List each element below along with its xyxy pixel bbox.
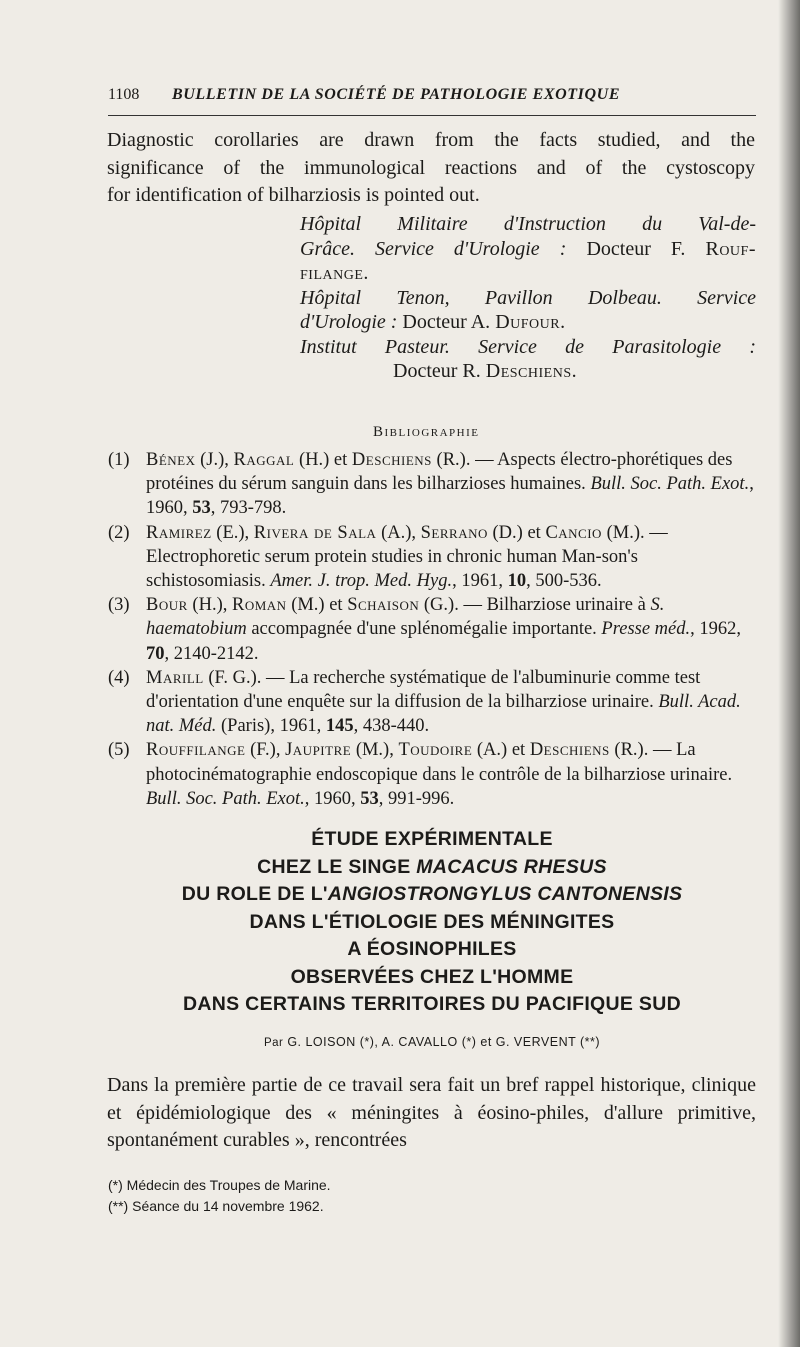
reference-pages: , 500-536.	[526, 571, 602, 592]
reference-text: (F.),	[245, 740, 286, 761]
affiliation-line	[300, 310, 756, 335]
affiliation-line: filange.	[300, 262, 369, 284]
reference-journal: Amer. J. trop. Med. Hyg.	[270, 571, 453, 592]
reference-year: , 1960,	[146, 474, 754, 519]
reference-text: (G.). — Bilharziose urinaire à	[419, 595, 651, 616]
footnote	[108, 1196, 756, 1217]
reference-author: Serrano	[420, 522, 488, 543]
reference-volume: 53	[360, 788, 379, 809]
affiliation-tenon	[300, 286, 756, 335]
reference-text: (M.) et	[286, 595, 348, 616]
reference-author: Ramirez	[146, 522, 212, 543]
article-body-paragraph: Dans la première partie de ce travail sera fait un bref rappel historique, clinique et épidémiologique des « méningites à éosino-philes, d'allure primitive, spontanément curables », rencontrées	[107, 1074, 756, 1151]
title-line: ÉTUDE EXPÉRIMENTALE	[311, 828, 553, 850]
reference-number: (1)	[108, 450, 130, 470]
title-line: OBSERVÉES CHEZ L'HOMME	[290, 965, 574, 988]
affiliation-line: Hôpital Militaire d'Instruction du Val-de-	[300, 213, 756, 235]
reference-4	[108, 666, 756, 739]
affiliation-doctor: Docteur R.	[393, 360, 486, 382]
reference-author: Bour	[146, 595, 188, 616]
reference-journal: Bull. Acad. nat. Méd.	[146, 692, 741, 737]
reference-number: (5)	[108, 740, 130, 761]
affiliation-line: Institut Pasteur. Service de Parasitologie :	[300, 335, 756, 358]
abstract-line: significance of the immunological reactions and of the cystoscopy	[107, 156, 755, 179]
reference-journal: Presse méd.	[601, 619, 691, 640]
abstract-line: Diagnostic corollaries are drawn from the facts studied, and the	[107, 129, 755, 151]
abstract-summary	[107, 127, 755, 210]
article-authors	[106, 1035, 758, 1049]
footnote-text: Médecin des Troupes de Marine.	[122, 1177, 331, 1193]
footnotes	[108, 1175, 756, 1217]
header-rule	[108, 115, 756, 116]
reference-author: Rivera de Sala	[253, 522, 377, 543]
affiliation-pasteur	[300, 335, 756, 384]
affiliation-service: d'Urologie :	[300, 311, 398, 333]
reference-text: (F. G.). — La recherche systématique de l'albuminurie comme test d'orientation d'une enquête sur la diffusion de la bilharziose urinaire.	[146, 667, 701, 713]
reference-5	[108, 738, 756, 811]
reference-volume: 70	[146, 643, 165, 664]
reference-author: Roman	[231, 595, 287, 616]
title-line: DANS L'ÉTIOLOGIE DES MÉNINGITES	[249, 910, 615, 933]
title-text: DU ROLE DE L'	[181, 883, 328, 905]
running-head	[108, 86, 758, 108]
affiliation-line: Hôpital Tenon, Pavillon Dolbeau. Service	[300, 286, 756, 309]
reference-3	[108, 593, 756, 666]
reference-2	[108, 521, 756, 594]
authors-prefix: Par	[263, 1037, 284, 1049]
reference-number: (2)	[108, 522, 130, 543]
reference-text: (H.),	[187, 595, 232, 616]
reference-number: (3)	[108, 595, 130, 616]
abstract-line: for identification of bilharziosis is pointed out.	[107, 184, 480, 206]
footnote-mark: (*)	[108, 1177, 123, 1193]
reference-volume: 10	[507, 571, 527, 592]
reference-text: accompagnée d'une splénomégalie importante.	[246, 619, 602, 640]
reference-pages: , 793-798.	[210, 498, 287, 519]
reference-journal: Bull. Soc. Path. Exot.	[146, 788, 305, 809]
reference-pages: , 991-996.	[378, 788, 455, 809]
page-number: 1108	[108, 86, 140, 103]
reference-1	[108, 448, 756, 521]
authors-names: G. LOISON (*), A. CAVALLO (*) et G. VERVENT (**)	[283, 1035, 601, 1049]
journal-title: BULLETIN DE LA SOCIÉTÉ DE PATHOLOGIE EXOTIQUE	[172, 86, 621, 103]
title-species: ANGIOSTRONGYLUS CANTONENSIS	[327, 883, 683, 905]
reference-text: (M.). — Electrophoretic serum protein studies in chronic human Man-son's schistosomiasis.	[146, 522, 668, 592]
reference-pages: , 438-440.	[353, 716, 430, 737]
reference-year: (Paris), 1961,	[216, 716, 326, 737]
affiliation-line	[300, 359, 756, 384]
reference-author: Schaison	[347, 595, 420, 616]
affiliation-valdegrace	[300, 212, 756, 286]
title-text: CHEZ LE SINGE	[257, 855, 417, 878]
title-line	[106, 881, 758, 909]
reference-author: Deschiens	[351, 450, 432, 470]
reference-volume: 145	[325, 716, 354, 737]
footnote-mark: (**)	[108, 1198, 129, 1214]
affiliations	[300, 212, 756, 384]
reference-author: Raggal	[233, 450, 295, 470]
reference-author: Rouffilange	[146, 740, 246, 761]
affiliation-doctor: Docteur A.	[397, 311, 496, 333]
reference-author: Marill	[146, 667, 204, 688]
title-species: MACACUS RHESUS	[416, 855, 607, 878]
reference-text: (M.),	[351, 740, 399, 761]
reference-text: (E.),	[211, 522, 254, 543]
reference-pages: , 2140-2142.	[164, 643, 259, 664]
title-line	[106, 854, 758, 882]
reference-species: S. haematobium	[146, 595, 665, 640]
footnote	[108, 1175, 756, 1196]
page-edge-shadow	[778, 0, 800, 1347]
affiliation-service: Grâce. Service d'Urologie :	[300, 237, 567, 260]
affiliation-doctor-name: Deschiens.	[485, 360, 578, 382]
reference-author: Bénex	[146, 450, 196, 470]
reference-author: Deschiens	[529, 740, 610, 761]
reference-number: (4)	[108, 667, 130, 688]
reference-year: , 1960,	[304, 788, 361, 809]
affiliation-doctor: Docteur F.	[566, 237, 706, 260]
reference-text: (J.),	[195, 450, 234, 470]
reference-journal: Bull. Soc. Path. Exot.	[590, 474, 750, 495]
reference-volume: 53	[192, 498, 211, 519]
reference-year: , 1961,	[452, 571, 508, 592]
reference-text: (A.),	[376, 522, 421, 543]
reference-author: Jaupitre	[285, 740, 352, 761]
bibliography-heading: Bibliographie	[373, 424, 480, 440]
affiliation-doctor-name: Dufour.	[495, 311, 566, 333]
reference-text: (R.). — La photocinématographie endoscopique dans le contrôle de la bilharziose urinaire.	[146, 740, 733, 785]
reference-author: Cancio	[545, 522, 602, 543]
affiliation-doctor-name: Rouf-	[705, 237, 756, 260]
footnote-text: Séance du 14 novembre 1962.	[128, 1198, 324, 1214]
affiliation-line	[300, 237, 756, 262]
reference-text: (D.) et	[487, 522, 546, 543]
reference-text: (R.). — Aspects électro-phorétiques des protéines du sérum sanguin dans les bilharzioses humaines.	[146, 450, 733, 495]
title-line: A ÉOSINOPHILES	[347, 938, 517, 960]
title-line: DANS CERTAINS TERRITOIRES DU PACIFIQUE SUD	[183, 993, 681, 1015]
reference-author: Toudoire	[398, 740, 473, 761]
reference-year: , 1962,	[690, 619, 742, 640]
article-title	[106, 826, 758, 1019]
reference-text: (A.) et	[472, 740, 530, 761]
reference-text: (H.) et	[294, 450, 352, 470]
bibliography-list	[108, 448, 756, 811]
